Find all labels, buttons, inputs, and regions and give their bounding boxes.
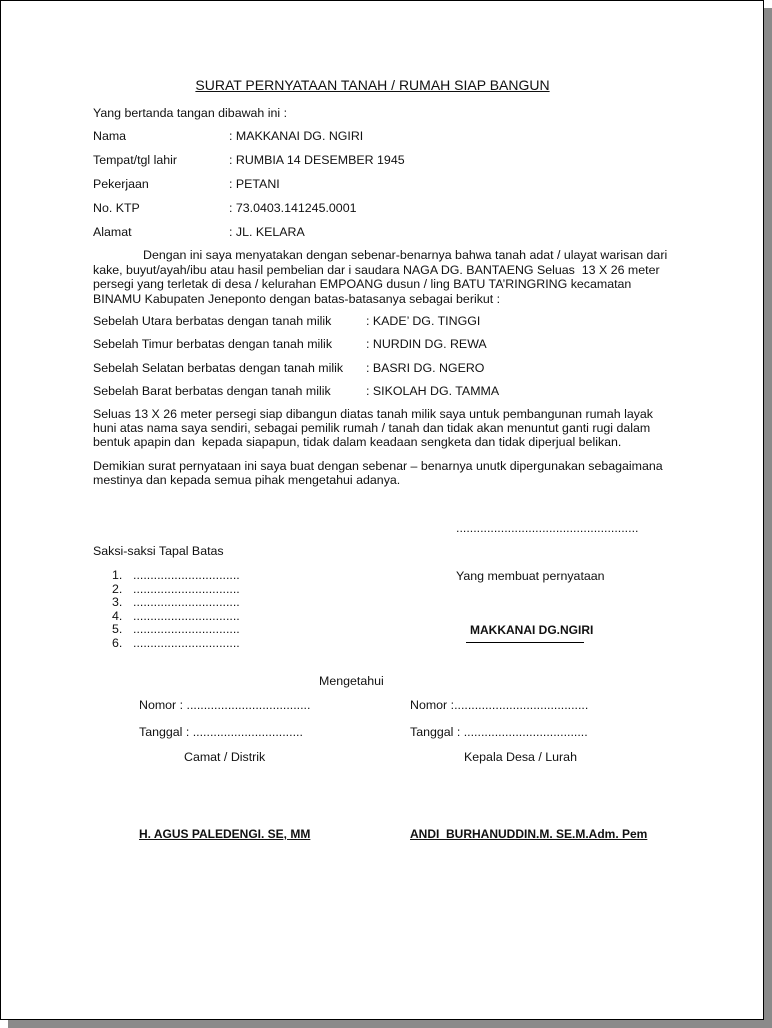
- paragraph-line: Demikian surat pernyataan ini saya buat dengan sebenar – benarnya unutk dipergunakan sebagaimana: [93, 459, 663, 473]
- witness-number: 1.: [112, 568, 123, 582]
- declarant-caption: Yang membuat pernyataan: [456, 569, 605, 583]
- list-item: [1, 637, 321, 651]
- identity-row-name: [93, 129, 693, 143]
- lurah-date-field: Tanggal : ....................................: [410, 725, 588, 739]
- identity-value: : RUMBIA 14 DESEMBER 1945: [229, 153, 405, 167]
- boundary-owner: : BASRI DG. NGERO: [366, 361, 485, 375]
- paragraph-line: kake, buyut/ayah/ibu atau hasil pembelian dar i saudara NAGA DG. BANTAENG Seluas 13 X 26 meter: [93, 262, 660, 277]
- identity-row-birth: [93, 153, 693, 167]
- witness-blank: ...............................: [133, 568, 240, 582]
- list-item: [1, 596, 321, 610]
- identity-label: No. KTP: [93, 201, 140, 215]
- readiness-paragraph: [93, 407, 653, 449]
- document-title: SURAT PERNYATAAN TANAH / RUMAH SIAP BANGUN: [195, 77, 550, 93]
- camat-number-field: Nomor : ....................................: [139, 698, 311, 712]
- identity-label: Nama: [93, 129, 127, 143]
- identity-value: : MAKKANAI DG. NGIRI: [229, 129, 364, 143]
- acknowledgement-heading: Mengetahui: [319, 674, 384, 688]
- witness-number: 2.: [112, 581, 123, 596]
- paragraph-line: Seluas 13 X 26 meter persegi siap dibangun diatas tanah milik saya untuk pembangunan rumah layak: [93, 407, 653, 421]
- list-item: [1, 583, 321, 597]
- identity-label: Alamat: [93, 225, 132, 239]
- camat-office-title: Camat / Distrik: [184, 750, 266, 764]
- boundary-label: Sebelah Selatan berbatas dengan tanah milik: [93, 361, 344, 375]
- witness-list: [1, 569, 321, 651]
- statement-paragraph: [93, 248, 667, 306]
- witness-blank: ...............................: [133, 581, 240, 596]
- paragraph-line: persegi yang terletak di desa / kelurahan EMPOANG dusun / ling BATU TA’RINGRING kecamatan: [93, 277, 632, 291]
- boundary-label: Sebelah Utara berbatas dengan tanah milik: [93, 314, 332, 328]
- witness-blank: ...............................: [133, 608, 240, 623]
- place-date-blank: .....................................................: [456, 521, 639, 535]
- identity-value: : PETANI: [229, 177, 280, 191]
- witness-blank: ...............................: [133, 622, 240, 637]
- boundary-owner: : NURDIN DG. REWA: [366, 337, 487, 351]
- boundary-row-west: [93, 384, 693, 398]
- list-item: [1, 610, 321, 624]
- identity-row-address: [93, 225, 693, 239]
- boundary-row-south: [93, 361, 693, 375]
- declarant-name: MAKKANAI DG.NGIRI: [470, 623, 594, 637]
- boundary-label: Sebelah Barat berbatas dengan tanah milik: [93, 384, 331, 398]
- witness-number: 4.: [112, 608, 123, 623]
- identity-label: Pekerjaan: [93, 177, 149, 191]
- paragraph-line: huni atas nama saya sendiri, sebagai pemilik rumah / tanah dan tidak akan menuntut ganti rugi dalam: [93, 421, 651, 435]
- identity-row-occupation: [93, 177, 693, 191]
- identity-row-ktp: [93, 201, 693, 215]
- closing-paragraph: [93, 459, 663, 487]
- witness-blank: ...............................: [133, 595, 240, 610]
- boundary-owner: : SIKOLAH DG. TAMMA: [366, 384, 500, 398]
- lurah-signatory-name: ANDI BURHANUDDIN.M. SE.M.Adm. Pem: [410, 827, 648, 841]
- identity-value: : JL. KELARA: [229, 225, 305, 239]
- witnesses-heading: Saksi-saksi Tapal Batas: [93, 544, 224, 558]
- witness-number: 6.: [112, 635, 123, 650]
- boundary-row-east: [93, 337, 693, 351]
- camat-date-field: Tanggal : ................................: [139, 725, 303, 739]
- boundary-owner: : KADE’ DG. TINGGI: [366, 314, 481, 328]
- witness-blank: ...............................: [133, 635, 240, 650]
- paragraph-line: BINAMU Kabupaten Jeneponto dengan batas-batasanya sebagai berikut :: [93, 291, 501, 306]
- boundary-row-north: [93, 314, 693, 328]
- paragraph-line: mestinya dan kepada semua pihak mengetahui adanya.: [93, 473, 401, 487]
- camat-signatory-name: H. AGUS PALEDENGI. SE, MM: [139, 827, 311, 841]
- lurah-number-field: Nomor :.......................................: [410, 698, 589, 712]
- list-item: [1, 569, 321, 583]
- signature-line: [466, 642, 584, 643]
- boundary-label: Sebelah Timur berbatas dengan tanah milik: [93, 337, 333, 351]
- identity-value: : 73.0403.141245.0001: [229, 201, 357, 215]
- list-item: [1, 623, 321, 637]
- paragraph-line: Dengan ini saya menyatakan dengan sebenar-benarnya bahwa tanah adat / ulayat warisan dari: [143, 248, 668, 262]
- identity-label: Tempat/tgl lahir: [93, 153, 178, 167]
- witness-number: 5.: [112, 622, 123, 637]
- intro-text: Yang bertanda tangan dibawah ini :: [93, 106, 288, 120]
- paragraph-line: bentuk apapin dan kepada siapapun, tidak dalam keadaan sengketa dan tidak diperjual belikan.: [93, 435, 622, 449]
- lurah-office-title: Kepala Desa / Lurah: [464, 750, 577, 764]
- witness-number: 3.: [112, 595, 123, 610]
